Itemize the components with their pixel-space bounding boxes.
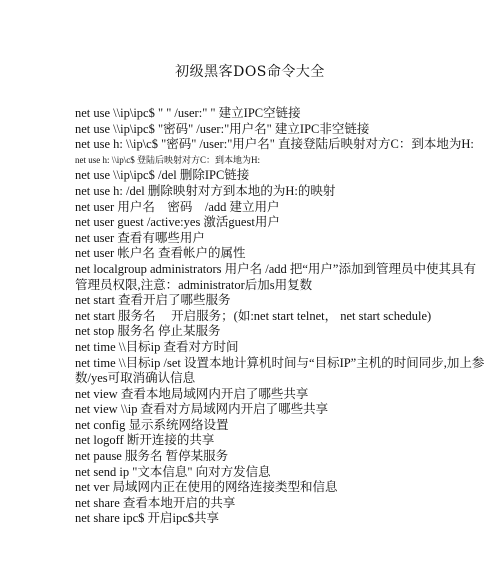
command-line: net ver 局域网内正在使用的网络连接类型和信息: [75, 480, 338, 495]
command-line: net use h: \\ip\c$ "密码" /user:"用户名" 直接登陆后映射对方C：到本地为H:: [75, 137, 474, 152]
command-line: net send ip "文本信息" 向对方发信息: [75, 464, 271, 479]
command-line: net use h: \\ip\c$ 登陆后映射对方C：到本地为H:: [75, 154, 260, 165]
document-title: 初级黑客DOS命令大全: [175, 64, 325, 80]
command-line: net pause 服务名 暂停某服务: [75, 449, 229, 464]
command-line: net view \\ip 查看对方局域网内开启了哪些共享: [75, 402, 329, 417]
command-line: net logoff 断开连接的共享: [75, 433, 215, 448]
command-line: net user 帐户名 查看帐户的属性: [75, 246, 246, 261]
command-line: net use \\ip\ipc$ /del 删除IPC链接: [75, 168, 250, 183]
command-line: net use \\ip\ipc$ " " /user:" " 建立IPC空链接: [75, 106, 301, 120]
command-line: net user 用户名 密码 /add 建立用户: [75, 199, 280, 214]
command-line: net user guest /active:yes 激活guest用户: [75, 215, 280, 230]
command-line: net start 服务名 开启服务；(如:net start telnet， net start schedule): [75, 308, 432, 323]
command-line: net share 查看本地开启的共享: [75, 495, 236, 510]
command-line: net config 显示系统网络设置: [75, 417, 229, 432]
command-line: net start 查看开启了哪些服务: [75, 293, 231, 308]
command-line: net use h: /del 删除映射对方到本地的为H:的映射: [75, 183, 336, 198]
command-line: net view 查看本地局域网内开启了哪些共享: [75, 386, 309, 401]
command-list: [75, 106, 485, 527]
command-line: net localgroup administrators 用户名 /add 把“用户”添加到管理员中使其具有管理员权限,注意：administrator后加s用复数: [75, 261, 476, 292]
command-line: net use \\ip\ipc$ "密码" /user:"用户名" 建立IPC非空链接: [75, 121, 370, 136]
command-line: net user 查看有哪些用户: [75, 230, 205, 245]
command-line: net time \\目标ip /set 设置本地计算机时间与“目标IP”主机的时间同步,加上参数/yes可取消确认信息: [75, 355, 485, 386]
command-line: net stop 服务名 停止某服务: [75, 324, 221, 339]
command-line: net time \\目标ip 查看对方时间: [75, 339, 239, 354]
command-line: net share ipc$ 开启ipc$共享: [75, 511, 220, 526]
